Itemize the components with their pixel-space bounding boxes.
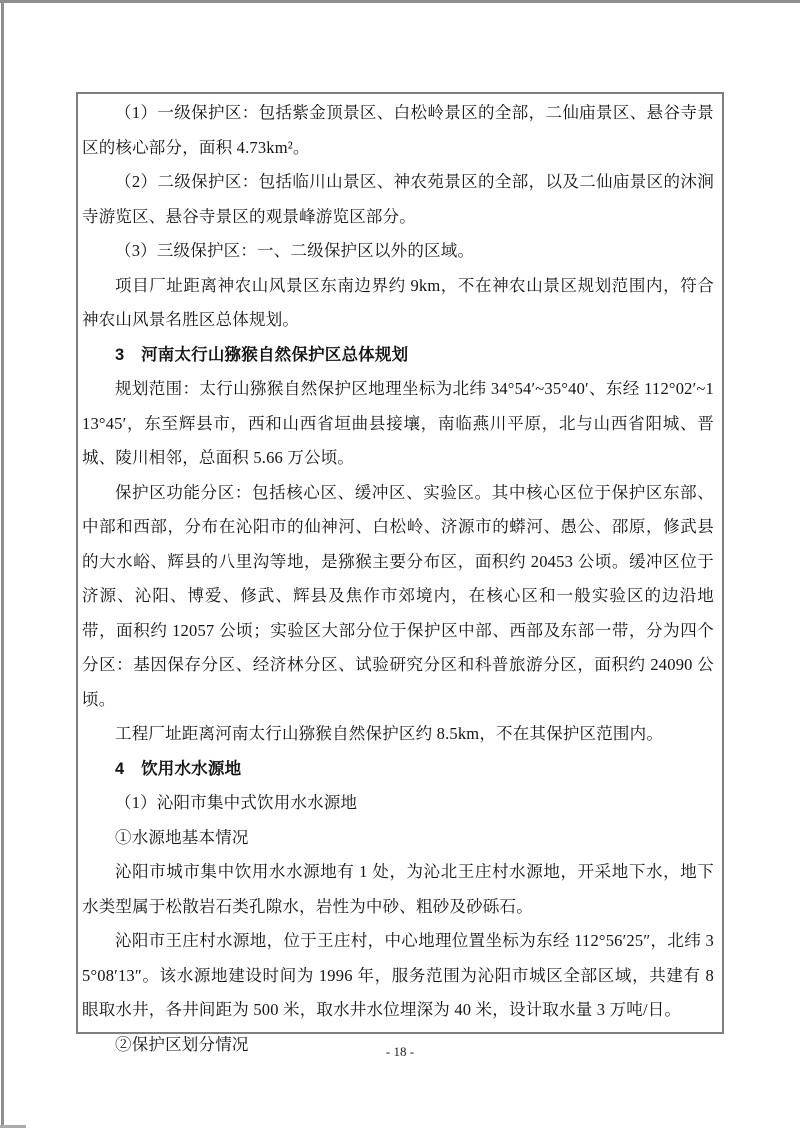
paragraph-basic-situation-label: ①水源地基本情况	[115, 827, 249, 847]
paragraph-wangzhuang-details: 沁阳市王庄村水源地，位于王庄村，中心地理位置坐标为东经 112°56′25″，北纬 35°08′13″。该水源地建设时间为 1996 年，服务范围为沁阳市城区全部区域，共建有 8 眼取水井，各井间距为 500 米，取水井水位埋深为 40 米，设计取水量 3 万吨/日。	[82, 931, 714, 1019]
paragraph-planning-scope: 规划范围：太行山猕猴自然保护区地理坐标为北纬 34°54′~35°40′、东经 112°02′~113°45′，东至辉县市，西和山西省垣曲县接壤，南临燕川平原，北与山西省阳城、晋城、陵川相邻，总面积 5.66 万公顷。	[82, 379, 714, 467]
paragraph-functional-zoning: 保护区功能分区：包括核心区、缓冲区、实验区。其中核心区位于保护区东部、中部和西部，分布在沁阳市的仙神河、白松岭、济源市的蟒河、愚公、邵原，修武县的大水峪、辉县的八里沟等地，是猕猴主要分布区，面积约 20453 公顷。缓冲区位于济源、沁阳、博爱、修武、辉县及焦作市郊境内，在核心区和一般实验区的边沿地带，面积约 12057 公顷；实验区大部分位于保护区中部、西部及东部一带，分为四个分区：基因保存分区、经济林分区、试验研究分区和科普旅游分区，面积约 24090 公顷。	[82, 482, 714, 709]
paragraph-zone-division-label: ②保护区划分情况	[115, 1034, 249, 1054]
paragraph-site-distance-reserve: 工程厂址距离河南太行山猕猴自然保护区约 8.5km，不在其保护区范围内。	[115, 724, 664, 743]
page-edge-bottom	[0, 1125, 26, 1128]
section-heading-drinking-water: 4 饮用水水源地	[115, 759, 242, 778]
paragraph-protection-zone-level1: （1）一级保护区：包括紫金顶景区、白松岭景区的全部，二仙庙景区、悬谷寺景区的核心部分，面积 4.73km²。	[82, 103, 714, 157]
page-edge-left	[1, 0, 4, 1128]
paragraph-water-source-overview: 沁阳市城市集中饮用水水源地有 1 处，为沁北王庄村水源地，开采地下水，地下水类型属于松散岩石类孔隙水，岩性为中砂、粗砂及砂砾石。	[82, 862, 714, 916]
paragraph-protection-zone-level2: （2）二级保护区：包括临川山景区、神农苑景区的全部，以及二仙庙景区的沐涧寺游览区、悬谷寺景区的观景峰游览区部分。	[82, 172, 714, 226]
paragraph-qinyang-water-source-title: （1）沁阳市集中式饮用水水源地	[115, 793, 358, 812]
page-edge-top	[0, 0, 800, 3]
paragraph-site-distance-shennongshan: 项目厂址距离神农山风景区东南边界约 9km，不在神农山景区规划范围内，符合神农山风景名胜区总体规划。	[82, 275, 714, 329]
page-number: - 18 -	[385, 1044, 415, 1059]
section-heading-macaque-reserve: 3 河南太行山猕猴自然保护区总体规划	[115, 345, 409, 364]
paragraph-protection-zone-level3: （3）三级保护区：一、二级保护区以外的区域。	[115, 241, 475, 260]
